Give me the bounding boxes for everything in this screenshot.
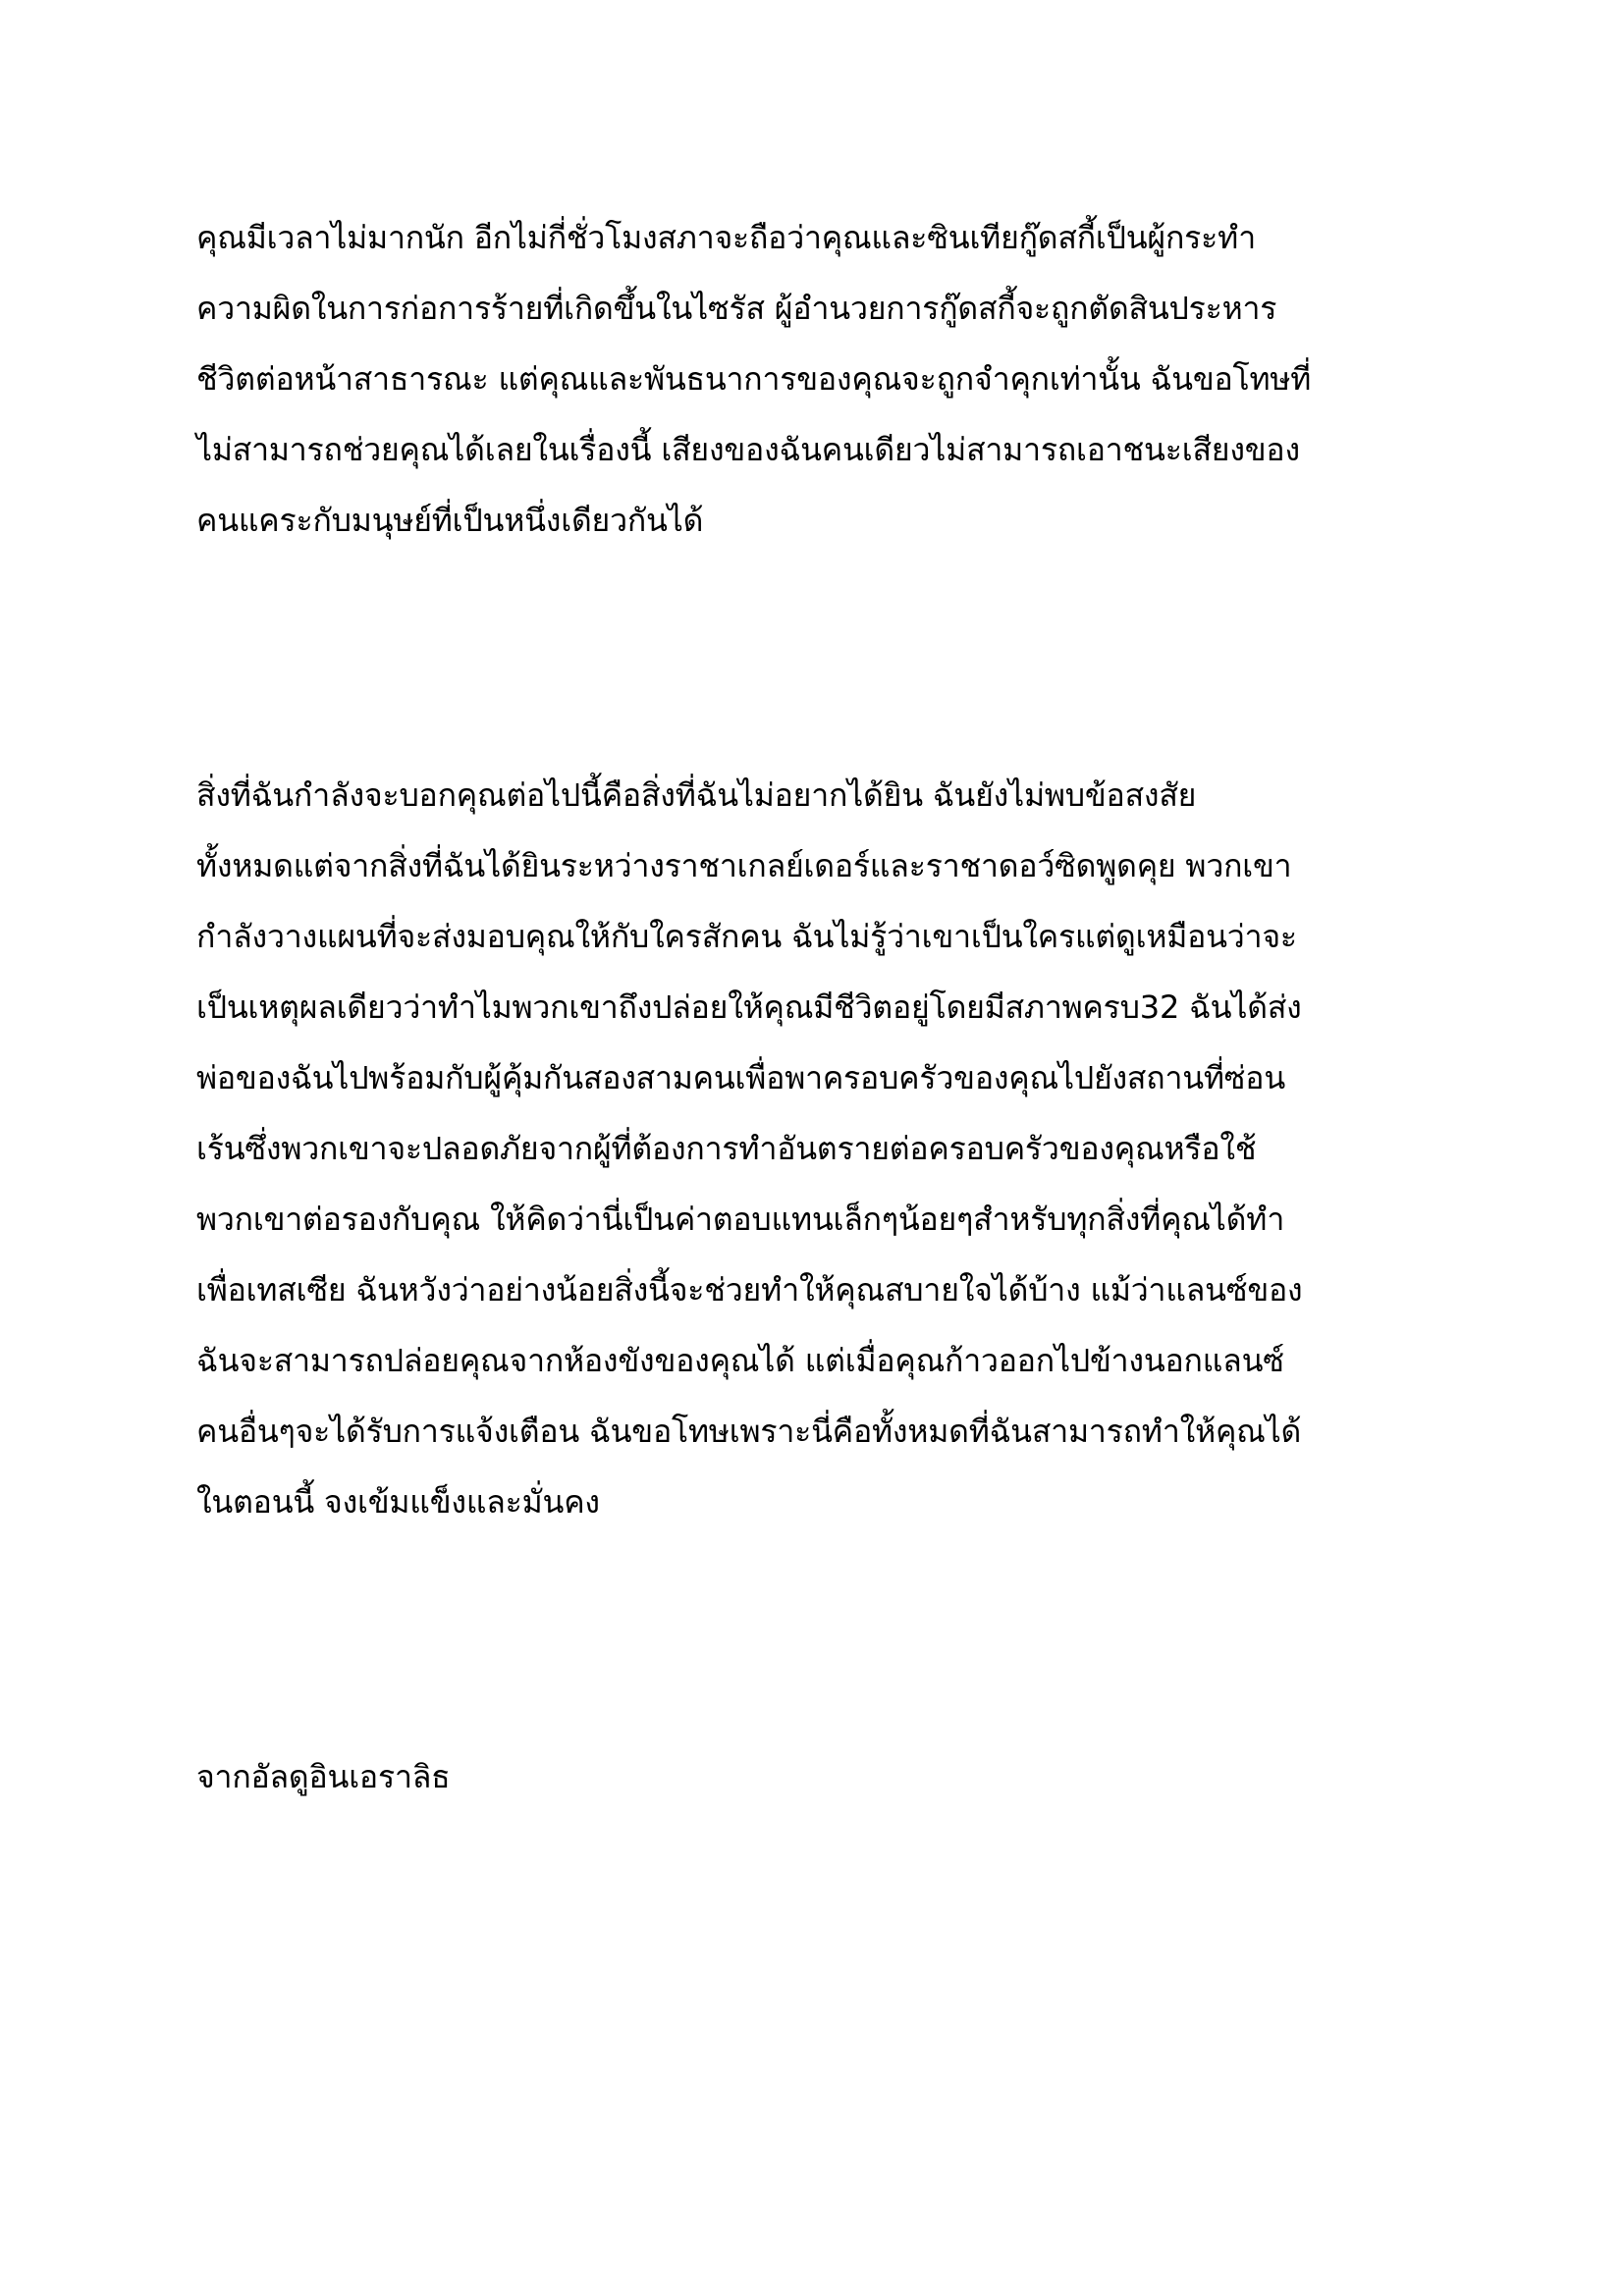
- signature: [196, 1741, 1443, 1812]
- text-line: พ่อของฉันไปพร้อมกับผู้คุ้มกันสองสามคนเพื่อพาครอบครัวของคุณไปยังสถานที่ซ่อน: [196, 1059, 1285, 1096]
- text-line: กำลังวางแผนที่จะส่งมอบคุณให้กับใครสักคน ฉันไม่รู้ว่าเขาเป็นใครแต่ดูเหมือนว่าจะ: [196, 918, 1297, 955]
- text-line: ความผิดในการก่อการร้ายที่เกิดขึ้นในไซรัส ผู้อำนวยการกู๊ดสกี้จะถูกตัดสินประหาร: [196, 290, 1277, 327]
- paragraph-1: [196, 202, 1443, 556]
- text-line: คุณมีเวลาไม่มากนัก อีกไม่กี่ชั่วโมงสภาจะถือว่าคุณและซินเทียกู๊ดสกี้เป็นผู้กระทำ: [196, 219, 1256, 256]
- paragraph-2: [196, 760, 1443, 1537]
- signature-line: จากอัลดูอินเอราลิธ: [196, 1758, 451, 1795]
- text-line: เพื่อเทสเซีย ฉันหวังว่าอย่างน้อยสิ่งนี้จะช่วยทำให้คุณสบายใจได้บ้าง แม้ว่าแลนซ์ของ: [196, 1271, 1303, 1308]
- text-line: คนอื่นๆจะได้รับการแจ้งเตือน ฉันขอโทษเพราะนี่คือทั้งหมดที่ฉันสามารถทำให้คุณได้: [196, 1413, 1302, 1450]
- text-line: เร้นซึ่งพวกเขาจะปลอดภัยจากผู้ที่ต้องการทำอันตรายต่อครอบครัวของคุณหรือใช้: [196, 1130, 1257, 1167]
- text-line: ทั้งหมดแต่จากสิ่งที่ฉันได้ยินระหว่างราชาเกลย์เดอร์และราชาดอว์ซิดพูดคุย พวกเขา: [196, 847, 1292, 884]
- text-line: คนแคระกับมนุษย์ที่เป็นหนึ่งเดียวกันได้: [196, 502, 704, 539]
- text-line: ในตอนนี้ จงเข้มแข็งและมั่นคง: [196, 1483, 600, 1521]
- text-line: พวกเขาต่อรองกับคุณ ให้คิดว่านี่เป็นค่าตอบแทนเล็กๆน้อยๆสำหรับทุกสิ่งที่คุณได้ทำ: [196, 1201, 1285, 1238]
- text-line: สิ่งที่ฉันกำลังจะบอกคุณต่อไปนี้คือสิ่งที่ฉันไม่อยากได้ยิน ฉันยังไม่พบข้อสงสัย: [196, 776, 1197, 814]
- text-line: ไม่สามารถช่วยคุณได้เลยในเรื่องนี้ เสียงของฉันคนเดียวไม่สามารถเอาชนะเสียงของ: [196, 431, 1300, 468]
- text-line: เป็นเหตุผลเดียวว่าทำไมพวกเขาถึงปล่อยให้คุณมีชีวิตอยู่โดยมีสภาพครบ32 ฉันได้ส่ง: [196, 988, 1302, 1026]
- text-line: ฉันจะสามารถปล่อยคุณจากห้องขังของคุณได้ แต่เมื่อคุณก้าวออกไปข้างนอกแลนซ์: [196, 1342, 1284, 1379]
- text-line: ชีวิตต่อหน้าสาธารณะ แต่คุณและพันธนาการของคุณจะถูกจำคุกเท่านั้น ฉันขอโทษที่: [196, 360, 1312, 398]
